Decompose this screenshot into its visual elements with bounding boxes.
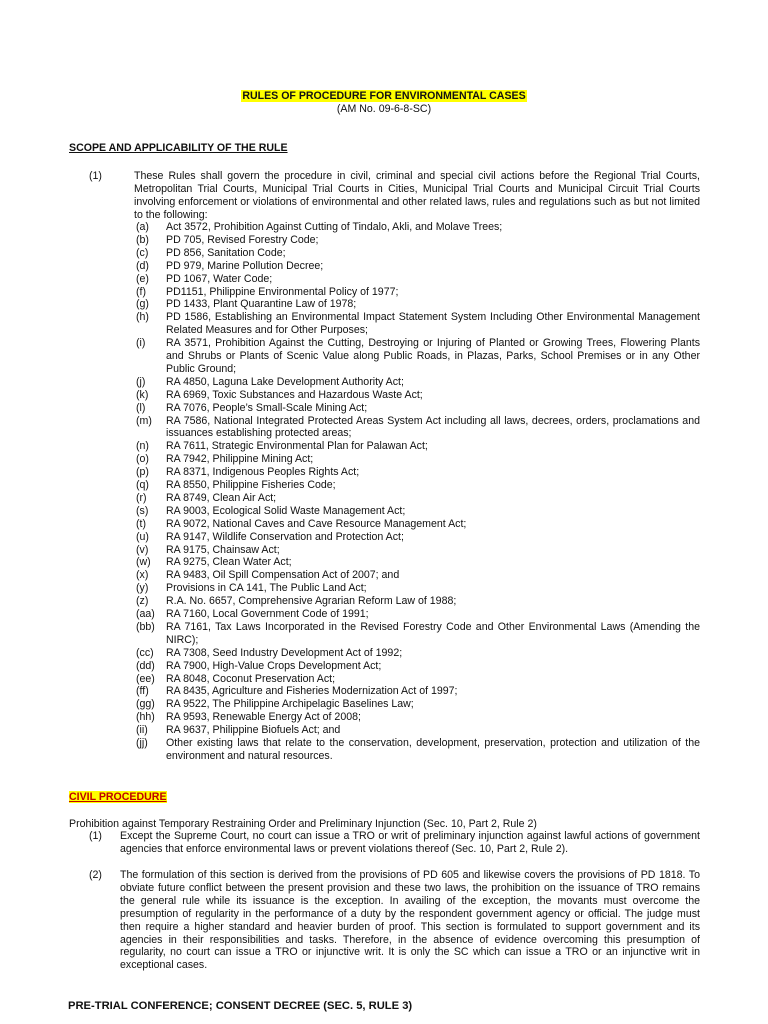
law-list-item-text: RA 9593, Renewable Energy Act of 2008; (166, 711, 361, 724)
law-list-item-label: (f) (136, 285, 146, 298)
law-list-item-label: (jj) (136, 737, 148, 749)
law-list-item-label: (w) (136, 556, 151, 569)
law-list-item-text: RA 7076, People’s Small-Scale Mining Act; (166, 401, 368, 414)
law-list-item-text: Act 3572, Prohibition Against Cutting of Tindalo, Akli, and Molave Trees; (166, 221, 503, 233)
law-list-item-text: PD 1586, Establishing an Environmental Impact Statement System Including Other Environmental Management Related Measures and for Other Purposes; (166, 311, 700, 337)
law-list-item-label: (y) (136, 582, 149, 595)
law-list-item-text: PD1151, Philippine Environmental Policy of 1977; (166, 285, 399, 298)
law-list-item-text: RA 8048, Coconut Preservation Act; (166, 672, 336, 685)
law-list-item-label: (h) (136, 311, 149, 324)
law-list-item-label: (n) (136, 440, 149, 453)
law-list-item-text: R.A. No. 6657, Comprehensive Agrarian Reform Law of 1988; (166, 595, 457, 608)
law-list-item-text: RA 9003, Ecological Solid Waste Management Act; (166, 504, 406, 517)
scope-intro-paragraph: These Rules shall govern the procedure in civil, criminal and special civil actions before the Regional Trial Courts, Metropolitan Trial Courts, Municipal Trial Courts in Cities, Municipal Trial Courts and Municipal Circuit Trial Courts involving enforcement or violations of environmental and other related laws, rules and regulations such as but not limited to the following: (134, 170, 700, 221)
law-list-item-text: RA 8749, Clean Air Act; (166, 491, 277, 504)
civil-paragraph-2: The formulation of this section is derived from the provisions of PD 605 and likewise covers the provisions of PD 1818. To obviate future conflict between the present provision and these two laws, the prohibition on the issuance of TRO remains the general rule while its issuance is the exception. In availing of the exception, the movants must overcome the presumption of regularity in the performance of a duty by the respondent government agency or official. The judge must then require a higher standard and heavier burden of proof. This section is formulated to support government and its agencies in their responsibilities and tasks. Therefore, in the absence of evidence overcoming this presumption of regularity, no court can issue a TRO or injunctive writ. It is only the SC which can issue a TRO or an injunctive writ in exceptional cases. (120, 869, 700, 972)
scope-paragraph-number: (1) (89, 170, 102, 182)
law-list-item-text: RA 7942, Philippine Mining Act; (166, 453, 314, 466)
civil-intro-line: Prohibition against Temporary Restraining Order and Preliminary Injunction (Sec. 10, Part 2, Rule 2) (69, 818, 537, 830)
law-list-item-label: (r) (136, 491, 147, 504)
law-list-item-text: Provisions in CA 141, The Public Land Act; (166, 582, 367, 595)
law-list-item-label: (ff) (136, 685, 149, 698)
law-list-item-label: (o) (136, 453, 149, 466)
law-list-item-label: (q) (136, 479, 149, 491)
law-list-item-label: (cc) (136, 646, 154, 659)
civil-paragraph-1-number: (1) (89, 830, 102, 842)
civil-paragraph-2-number: (2) (89, 869, 102, 881)
law-list-item-text: RA 4850, Laguna Lake Development Authority Act; (166, 375, 404, 388)
law-list-item-label: (u) (136, 530, 149, 543)
law-list-item-label: (l) (136, 401, 146, 414)
law-list-item-label: (b) (136, 233, 149, 246)
law-list-item-text: RA 9522, The Philippine Archipelagic Baselines Law; (166, 698, 414, 711)
law-list-item-text: RA 9483, Oil Spill Compensation Act of 2007; and (166, 569, 400, 582)
law-list-item-text: RA 8550, Philippine Fisheries Code; (166, 479, 336, 491)
law-list-item-text: RA 7900, High-Value Crops Development Act; (166, 659, 382, 672)
law-list-item-text: RA 9275, Clean Water Act; (166, 556, 292, 569)
law-list-item-label: (g) (136, 298, 149, 311)
law-list-item-text: RA 8371, Indigenous Peoples Rights Act; (166, 466, 360, 479)
law-list-item-text: PD 979, Marine Pollution Decree; (166, 259, 324, 272)
law-list-item-text: RA 7308, Seed Industry Development Act of 1992; (166, 646, 403, 659)
law-list-item-label: (a) (136, 221, 149, 233)
law-list-item-label: (aa) (136, 608, 155, 620)
law-list-item-text: RA 7611, Strategic Environmental Plan for Palawan Act; (166, 440, 428, 453)
law-list-item-text: RA 7161, Tax Laws Incorporated in the Revised Forestry Code and Other Environmental Laws (Amending the NIRC); (166, 620, 700, 646)
law-list-item-text: RA 9072, National Caves and Cave Resource Management Act; (166, 517, 467, 530)
law-list-item-label: (k) (136, 388, 149, 401)
law-list-item-label: (gg) (136, 698, 155, 711)
law-list-item-label: (ee) (136, 672, 155, 685)
law-list-item-text: RA 7586, National Integrated Protected Areas System Act including all laws, decrees, orders, proclamations and issuances establishing protected areas; (166, 414, 700, 440)
law-list-item-label: (x) (136, 569, 149, 582)
law-list-item-text: RA 9637, Philippine Biofuels Act; and (166, 724, 341, 737)
law-list-item-label: (v) (136, 543, 149, 556)
law-list-item-text: RA 8435, Agriculture and Fisheries Modernization Act of 1997; (166, 685, 458, 698)
law-list-item-text: RA 6969, Toxic Substances and Hazardous Waste Act; (166, 388, 423, 401)
law-list-item-label: (e) (136, 272, 149, 285)
law-list-item-label: (z) (136, 595, 149, 608)
law-list-item-text: PD 1433, Plant Quarantine Law of 1978; (166, 298, 357, 311)
document-subtitle: (AM No. 09-6-8-SC) (336, 103, 432, 115)
law-list-item-label: (p) (136, 466, 149, 479)
law-list-item-label: (j) (136, 375, 146, 388)
law-list-item-text: PD 1067, Water Code; (166, 272, 273, 285)
law-list-item-label: (d) (136, 259, 149, 272)
law-list-item-label: (ii) (136, 724, 148, 737)
law-list-item-label: (i) (136, 337, 146, 350)
document-title: RULES OF PROCEDURE FOR ENVIRONMENTAL CASES (242, 90, 526, 102)
law-list-item-label: (c) (136, 246, 149, 259)
law-list-item-text: RA 9147, Wildlife Conservation and Protection Act; (166, 530, 404, 543)
law-list-item-label: (dd) (136, 659, 155, 672)
law-list-item-text: PD 856, Sanitation Code; (166, 246, 286, 259)
law-list-item-text: Other existing laws that relate to the conservation, development, preservation, protection and utilization of the environment and natural resources. (166, 737, 700, 762)
law-list-item-text: PD 705, Revised Forestry Code; (166, 233, 319, 246)
civil-paragraph-1: Except the Supreme Court, no court can issue a TRO or writ of preliminary injunction against lawful actions of government agencies that enforce environmental laws or prevent violations thereof (Sec. 10, Part 2, Rule 2). (120, 830, 700, 855)
law-list-item-text: RA 7160, Local Government Code of 1991; (166, 608, 369, 620)
law-list-item-text: RA 9175, Chainsaw Act; (166, 543, 280, 556)
law-list-item-label: (t) (136, 517, 146, 530)
law-list-item-text: RA 3571, Prohibition Against the Cutting, Destroying or Injuring of Planted or Growing Trees, Flowering Plants and Shrubs or Plants of Scenic Value along Public Roads, in Plazas, Parks, School Premises or in any Other Public Ground; (166, 337, 700, 375)
pretrial-heading: PRE-TRIAL CONFERENCE; CONSENT DECREE (SEC. 5, RULE 3) (68, 1000, 413, 1012)
civil-procedure-heading: CIVIL PROCEDURE (69, 791, 167, 803)
law-list-item-label: (bb) (136, 620, 155, 633)
law-list-item-label: (m) (136, 414, 152, 427)
law-list-item-label: (s) (136, 504, 149, 517)
law-list-item-label: (hh) (136, 711, 155, 724)
scope-heading: SCOPE AND APPLICABILITY OF THE RULE (69, 142, 288, 154)
